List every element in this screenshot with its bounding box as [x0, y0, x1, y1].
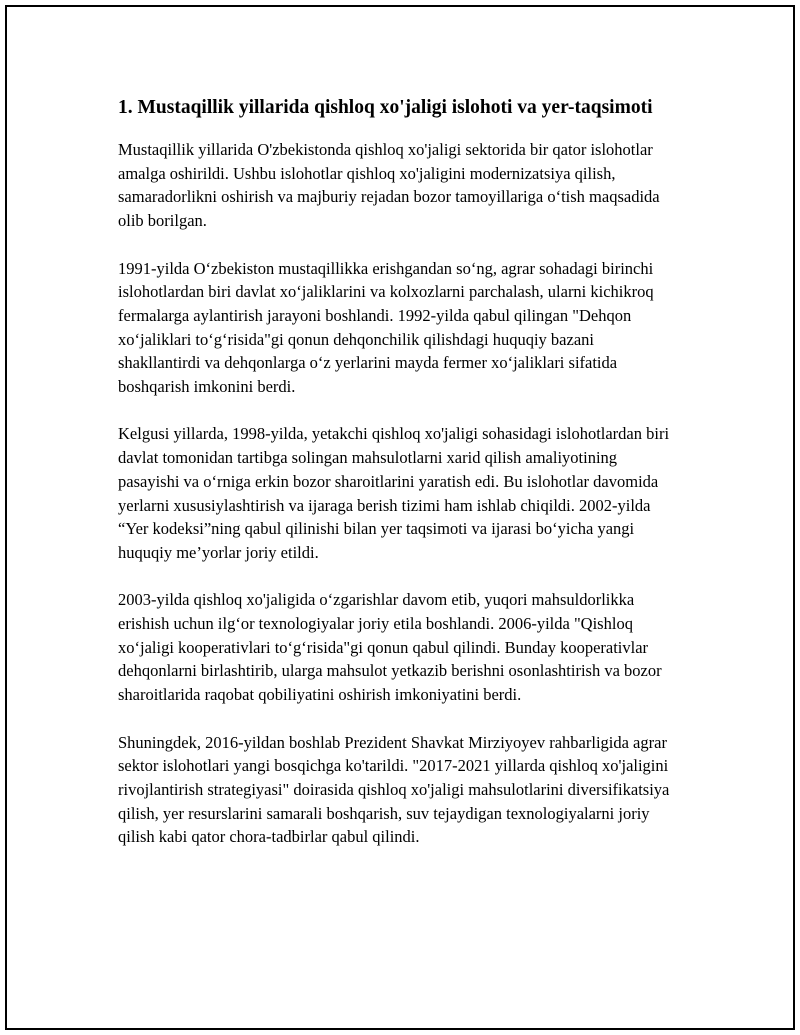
paragraph-1998: Kelgusi yillarda, 1998-yilda, yetakchi qishloq xo'jaligi sohasidagi islohotlardan biri davlat tomonidan tartibga solingan mahsulotlarni xarid qilish amaliyotining pasayishi va o‘rniga erkin bozor sharoitlarini yaratish edi. Bu islohotlar davomida yerlarni xususiylashtirish va ijaraga berish tizimi ham ishlab chiqildi. 2002-yilda “Yer kodeksi”ning qabul qilinishi bilan yer taqsimoti va ijarasi bo‘yicha yangi huquqiy me’yorlar joriy etildi. — [118, 424, 670, 562]
paragraph-2003: 2003-yilda qishloq xo'jaligida o‘zgarishlar davom etib, yuqori mahsuldorlikka erishish uchun ilg‘or texnologiyalar joriy etila boshlandi. 2006-yilda "Qishloq xo‘jaligi kooperativlari to‘g‘risida"gi qonun qabul qilindi. Bunday kooperativlar dehqonlarni birlashtirib, ularga mahsulot yetkazib berishni osonlashtirish va bozor sharoitlarida raqobat qobiliyatini oshirish imkoniyatini berdi. — [118, 590, 662, 705]
paragraph-intro: Mustaqillik yillarida O'zbekistonda qishloq xo'jaligi sektorida bir qator islohotlar amalga oshirildi. Ushbu islohotlar qishloq xo'jaligini modernizatsiya qilish, samaradorlikni oshirish va majburiy rejadan bozor tamoyillariga o‘tish maqsadida olib borilgan. — [118, 140, 660, 231]
paragraph-1991: 1991-yilda O‘zbekiston mustaqillikka erishgandan so‘ng, agrar sohadagi birinchi islohotlardan biri davlat xo‘jaliklarini va kolxozlarni parchalash, ularni kichikroq fermalarga aylantirish jarayoni boshlandi. 1992-yilda qabul qilingan "Dehqon xo‘jaliklari to‘g‘risida"gi qonun dehqonchilik qilishdagi huquqiy bazani shakllantirdi va dehqonlarga o‘z yerlarini mayda fermer xo‘jaliklari sifatida boshqarish imkonini berdi. — [118, 258, 654, 397]
paragraph-2016: Shuningdek, 2016-yildan boshlab Prezident Shavkat Mirziyoyev rahbarligida agrar sektor islohotlari yangi bosqichga ko'tarildi. "2017-2021 yillarda qishloq xo'jaligini rivojlantirish strategiyasi" doirasida qishloq xo'jaligi mahsulotlarini diversifikatsiya qilish, yer resurslarini samarali boshqarish, suv tejaydigan texnologiyalarni joriy qilish kabi qator chora-tadbirlar qabul qilindi. — [118, 732, 670, 847]
section-heading: 1. Mustaqillik yillarida qishloq xo'jaligi islohoti va yer-taqsimoti — [118, 97, 653, 118]
document-body — [118, 94, 670, 873]
